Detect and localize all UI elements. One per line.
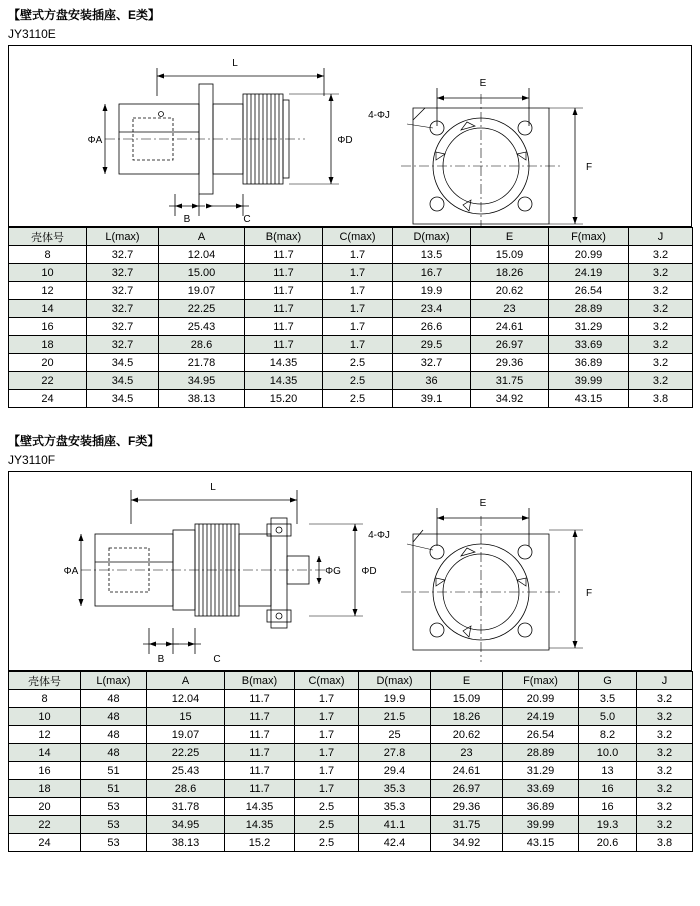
cell-c: 1.7 [295,726,359,744]
cell-a: 19.07 [147,726,225,744]
th-shell: 壳体号 [9,672,81,690]
cell-shell: 18 [9,780,81,798]
cell-g: 10.0 [579,744,637,762]
th-b: B(max) [245,228,323,246]
cell-d: 13.5 [393,246,471,264]
table-row [9,690,693,708]
cell-d: 29.5 [393,336,471,354]
cell-j: 3.2 [629,372,693,390]
section-f-code: JY3110F [8,453,56,467]
cell-e: 29.36 [431,798,503,816]
table-row [9,282,693,300]
cell-j: 3.2 [629,336,693,354]
cell-e: 34.92 [431,834,503,852]
cell-d: 16.7 [393,264,471,282]
cell-a: 28.6 [159,336,245,354]
cell-b: 11.7 [245,282,323,300]
cell-c: 1.7 [323,318,393,336]
cell-b: 11.7 [245,246,323,264]
cell-e: 15.09 [431,690,503,708]
cell-l: 34.5 [87,354,159,372]
cell-shell: 22 [9,372,87,390]
cell-j: 3.2 [629,300,693,318]
table-row [9,246,693,264]
cell-f: 28.89 [549,300,629,318]
th-g: G [579,672,637,690]
table-row [9,816,693,834]
cell-e: 18.26 [431,708,503,726]
dim-label-B: B [157,654,165,665]
cell-d: 35.3 [359,780,431,798]
cell-shell: 16 [9,318,87,336]
cell-d: 36 [393,372,471,390]
section-f-title: 【壁式方盘安装插座、F类】 [8,434,160,448]
dim-label-phiA: ΦA [87,135,103,146]
dim-label-phiA: ΦA [63,566,79,577]
cell-a: 34.95 [159,372,245,390]
cell-l: 32.7 [87,264,159,282]
cell-d: 39.1 [393,390,471,408]
section-e [0,0,700,408]
cell-a: 25.43 [159,318,245,336]
cell-f: 20.99 [503,690,579,708]
cell-a: 34.95 [147,816,225,834]
cell-d: 21.5 [359,708,431,726]
cell-d: 41.1 [359,816,431,834]
cell-g: 19.3 [579,816,637,834]
dim-label-C: C [243,214,251,225]
th-l: L(max) [81,672,147,690]
cell-c: 2.5 [295,798,359,816]
cell-l: 48 [81,744,147,762]
section-e-title: 【壁式方盘安装插座、E类】 [8,8,161,22]
cell-c: 1.7 [295,708,359,726]
table-row [9,798,693,816]
cell-shell: 20 [9,798,81,816]
cell-c: 1.7 [323,246,393,264]
cell-e: 24.61 [471,318,549,336]
cell-shell: 18 [9,336,87,354]
th-j: J [629,228,693,246]
cell-f: 39.99 [503,816,579,834]
dim-label-B: B [183,214,191,225]
th-l: L(max) [87,228,159,246]
drawing-e [8,45,692,227]
dim-label-holes: 4-ΦJ [368,110,390,121]
cell-b: 11.7 [245,300,323,318]
cell-shell: 22 [9,816,81,834]
cell-shell: 12 [9,282,87,300]
cell-b: 11.7 [245,264,323,282]
cell-l: 32.7 [87,336,159,354]
cell-shell: 8 [9,690,81,708]
cell-j: 3.2 [637,744,693,762]
cell-f: 33.69 [549,336,629,354]
cell-f: 20.99 [549,246,629,264]
cell-l: 48 [81,726,147,744]
th-f: F(max) [503,672,579,690]
cell-a: 38.13 [159,390,245,408]
cell-l: 32.7 [87,282,159,300]
dim-label-F: F [585,588,593,599]
table-row [9,780,693,798]
dim-label-F: F [585,162,593,173]
cell-j: 3.2 [637,780,693,798]
cell-j: 3.2 [629,282,693,300]
th-d: D(max) [359,672,431,690]
cell-c: 2.5 [295,834,359,852]
cell-c: 1.7 [323,336,393,354]
cell-l: 32.7 [87,246,159,264]
cell-b: 14.35 [245,372,323,390]
cell-e: 23 [431,744,503,762]
table-f [8,671,693,852]
table-e [8,227,693,408]
table-row [9,726,693,744]
table-row [9,264,693,282]
cell-a: 22.25 [159,300,245,318]
cell-l: 51 [81,762,147,780]
th-c: C(max) [295,672,359,690]
table-row [9,300,693,318]
cell-a: 15 [147,708,225,726]
cell-j: 3.8 [629,390,693,408]
cell-l: 34.5 [87,372,159,390]
cell-c: 1.7 [323,264,393,282]
th-a: A [159,228,245,246]
cell-f: 24.19 [503,708,579,726]
cell-b: 15.20 [245,390,323,408]
cell-j: 3.2 [637,690,693,708]
cell-c: 2.5 [323,354,393,372]
cell-f: 43.15 [549,390,629,408]
cell-e: 31.75 [431,816,503,834]
table-row [9,708,693,726]
cell-j: 3.2 [637,798,693,816]
cell-l: 48 [81,708,147,726]
cell-c: 1.7 [323,282,393,300]
cell-b: 15.2 [225,834,295,852]
cell-c: 1.7 [295,690,359,708]
table-e-header-row [9,228,693,246]
cell-c: 2.5 [323,390,393,408]
cell-j: 3.2 [629,318,693,336]
cell-c: 1.7 [295,762,359,780]
cell-d: 23.4 [393,300,471,318]
cell-g: 13 [579,762,637,780]
th-e: E [471,228,549,246]
cell-e: 34.92 [471,390,549,408]
cell-a: 38.13 [147,834,225,852]
cell-shell: 8 [9,246,87,264]
cell-d: 27.8 [359,744,431,762]
table-row [9,318,693,336]
cell-e: 20.62 [431,726,503,744]
cell-f: 33.69 [503,780,579,798]
th-shell: 壳体号 [9,228,87,246]
cell-d: 25 [359,726,431,744]
cell-b: 11.7 [225,762,295,780]
cell-j: 3.2 [629,264,693,282]
cell-c: 2.5 [295,816,359,834]
cell-b: 11.7 [225,780,295,798]
cell-a: 22.25 [147,744,225,762]
cell-a: 31.78 [147,798,225,816]
section-f [0,426,700,852]
cell-d: 32.7 [393,354,471,372]
th-b: B(max) [225,672,295,690]
cell-d: 19.9 [359,690,431,708]
cell-c: 1.7 [295,744,359,762]
th-d: D(max) [393,228,471,246]
cell-shell: 10 [9,708,81,726]
dim-label-holes: 4-ΦJ [368,530,390,541]
dim-label-phiD: ΦD [337,135,353,146]
cell-shell: 24 [9,834,81,852]
cell-l: 53 [81,834,147,852]
table-row [9,834,693,852]
cell-f: 28.89 [503,744,579,762]
cell-e: 31.75 [471,372,549,390]
cell-d: 35.3 [359,798,431,816]
cell-b: 14.35 [225,816,295,834]
cell-c: 1.7 [323,300,393,318]
table-f-header-row [9,672,693,690]
cell-shell: 24 [9,390,87,408]
cell-shell: 10 [9,264,87,282]
cell-a: 12.04 [159,246,245,264]
table-row [9,354,693,372]
dim-label-E: E [479,498,487,509]
table-row [9,336,693,354]
cell-f: 36.89 [549,354,629,372]
cell-d: 19.9 [393,282,471,300]
dim-label-C: C [213,654,221,665]
cell-b: 11.7 [245,336,323,354]
th-e: E [431,672,503,690]
cell-shell: 20 [9,354,87,372]
cell-a: 15.00 [159,264,245,282]
drawing-f [8,471,692,671]
cell-d: 29.4 [359,762,431,780]
cell-f: 43.15 [503,834,579,852]
cell-g: 8.2 [579,726,637,744]
cell-f: 36.89 [503,798,579,816]
cell-j: 3.2 [629,354,693,372]
cell-e: 29.36 [471,354,549,372]
cell-f: 24.19 [549,264,629,282]
cell-l: 53 [81,816,147,834]
cell-e: 24.61 [431,762,503,780]
table-row [9,390,693,408]
cell-g: 16 [579,798,637,816]
table-row [9,762,693,780]
cell-l: 51 [81,780,147,798]
cell-e: 20.62 [471,282,549,300]
cell-j: 3.2 [637,816,693,834]
cell-j: 3.2 [637,726,693,744]
cell-g: 3.5 [579,690,637,708]
cell-l: 32.7 [87,318,159,336]
cell-l: 32.7 [87,300,159,318]
cell-e: 18.26 [471,264,549,282]
cell-b: 11.7 [225,726,295,744]
cell-f: 31.29 [549,318,629,336]
th-a: A [147,672,225,690]
cell-shell: 14 [9,300,87,318]
cell-j: 3.2 [637,708,693,726]
table-row [9,372,693,390]
cell-f: 26.54 [503,726,579,744]
cell-a: 21.78 [159,354,245,372]
dim-label-L: L [232,58,238,69]
cell-l: 48 [81,690,147,708]
th-j: J [637,672,693,690]
cell-l: 53 [81,798,147,816]
cell-f: 39.99 [549,372,629,390]
cell-g: 20.6 [579,834,637,852]
th-c: C(max) [323,228,393,246]
cell-f: 31.29 [503,762,579,780]
cell-j: 3.2 [637,762,693,780]
cell-c: 2.5 [323,372,393,390]
cell-j: 3.8 [637,834,693,852]
cell-l: 34.5 [87,390,159,408]
cell-shell: 14 [9,744,81,762]
table-row [9,744,693,762]
cell-b: 11.7 [225,690,295,708]
cell-b: 11.7 [225,708,295,726]
cell-d: 42.4 [359,834,431,852]
cell-e: 26.97 [431,780,503,798]
cell-j: 3.2 [629,246,693,264]
cell-a: 28.6 [147,780,225,798]
cell-c: 1.7 [295,780,359,798]
cell-g: 5.0 [579,708,637,726]
dim-label-phiG: ΦG [325,566,341,577]
cell-e: 26.97 [471,336,549,354]
dim-label-L: L [210,482,216,493]
cell-a: 19.07 [159,282,245,300]
cell-a: 25.43 [147,762,225,780]
cell-a: 12.04 [147,690,225,708]
cell-g: 16 [579,780,637,798]
cell-shell: 16 [9,762,81,780]
th-f: F(max) [549,228,629,246]
dim-label-E: E [479,78,487,89]
cell-b: 14.35 [245,354,323,372]
section-e-code: JY3110E [8,27,56,41]
cell-b: 11.7 [225,744,295,762]
cell-shell: 12 [9,726,81,744]
cell-e: 15.09 [471,246,549,264]
cell-f: 26.54 [549,282,629,300]
cell-b: 14.35 [225,798,295,816]
cell-e: 23 [471,300,549,318]
cell-b: 11.7 [245,318,323,336]
dim-label-phiD: ΦD [361,566,377,577]
cell-d: 26.6 [393,318,471,336]
